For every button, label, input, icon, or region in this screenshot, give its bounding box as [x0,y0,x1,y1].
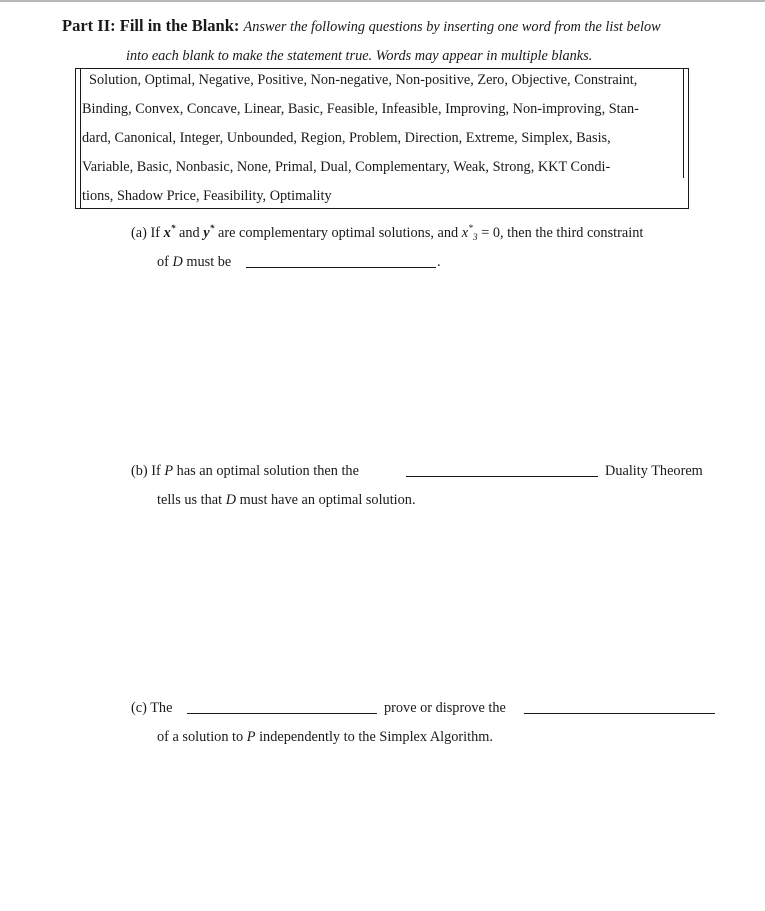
question-b-line2 [157,489,416,511]
word-bank-line: Variable, Basic, Nonbasic, None, Primal, Dual, Complementary, Weak, Strong, KKT Condi- [82,159,611,175]
math-D: D [225,492,237,508]
question-text: must be [186,254,232,270]
word-bank-line: Solution, Optimal, Negative, Positive, Non-negative, Non-positive, Zero, Objective, Constraint, [89,72,638,88]
question-text: must have an optimal solution. [239,492,416,508]
answer-blank-c1[interactable] [187,713,377,714]
part-heading [62,14,661,39]
instructions-line1: Answer the following questions by inserting one word from the list below [243,19,661,35]
word-bank-line: tions, Shadow Price, Feasibility, Optimality [82,188,332,204]
instructions-line2: into each blank to make the statement true. Words may appear in multiple blanks. [126,48,593,64]
question-a-period: . [437,254,441,270]
math-y: y* [203,224,215,241]
question-text: tells us that [157,492,223,508]
word-bank-line: Binding, Convex, Concave, Linear, Basic, Feasible, Infeasible, Improving, Non-improving, Stan- [82,101,639,117]
math-P: P [246,729,256,745]
question-b-line1 [131,460,359,482]
answer-blank-c2[interactable] [524,713,715,714]
question-a-line2 [157,251,231,273]
question-b-label: (b) [131,463,148,479]
answer-blank-b[interactable] [406,476,598,477]
word-bank-right-rule [683,69,684,178]
math-P: P [164,463,174,479]
math-D: D [172,254,183,270]
question-text: and [179,225,200,241]
page-top-rule [0,0,765,2]
question-c-mid: prove or disprove the [384,700,506,716]
question-text: The [150,700,173,716]
question-b-after-blank: Duality Theorem [605,463,703,479]
question-text: has an optimal solution then the [176,463,359,479]
question-text: of a solution to [157,729,244,745]
question-text: If [151,463,161,479]
question-c-line2 [157,726,493,748]
question-c-label: (c) [131,700,147,716]
question-a-label: (a) [131,225,147,241]
question-text: If [150,225,160,241]
question-text: = 0, then the third constraint [481,225,644,241]
math-x3: $x^*_3$ [461,224,478,243]
question-text: of [157,254,169,270]
part-label: Part II: Fill in the Blank: [62,16,240,35]
math-x: x* [163,224,176,241]
word-bank-left-rule [80,69,81,208]
question-text: independently to the Simplex Algorithm. [259,729,493,745]
question-text: are complementary optimal solutions, and [217,225,459,241]
question-a-line1 [131,222,643,244]
word-bank-box [75,68,689,209]
question-c-line1 [131,697,172,719]
answer-blank-a[interactable] [246,267,436,268]
word-bank-line: dard, Canonical, Integer, Unbounded, Region, Problem, Direction, Extreme, Simplex, Basis, [82,130,611,146]
